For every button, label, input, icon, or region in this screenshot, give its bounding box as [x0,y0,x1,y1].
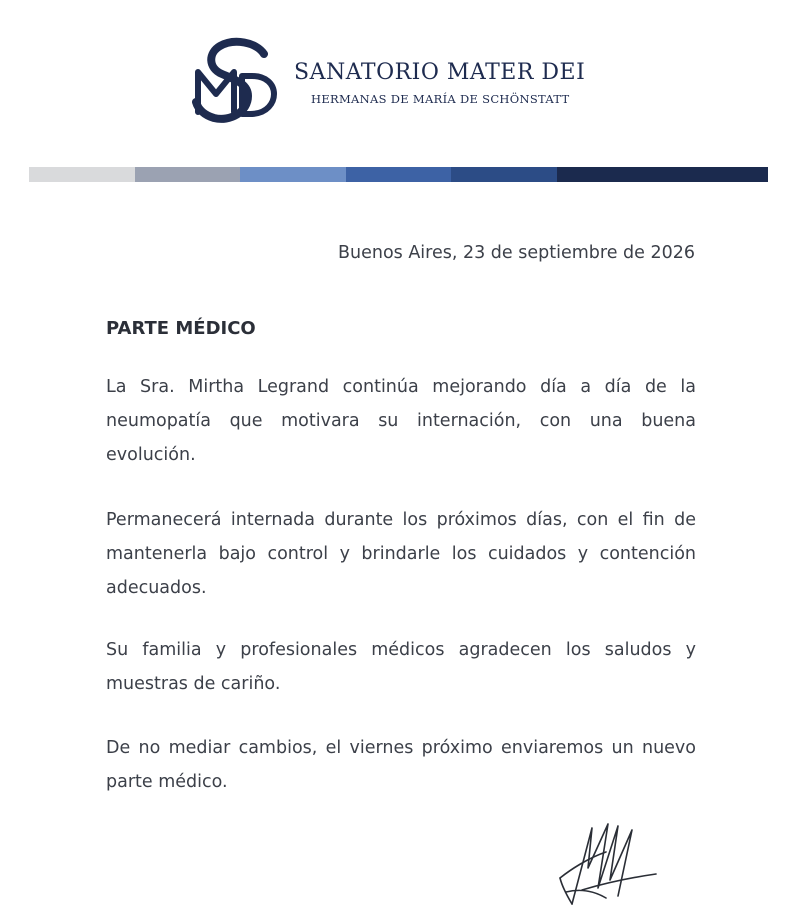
color-bar-segment-6 [557,167,663,182]
color-bar-segment-1 [29,167,135,182]
document-heading: PARTE MÉDICO [106,318,256,339]
msd-monogram-icon [186,36,280,130]
color-bar-segment-7 [662,167,768,182]
color-bar-segment-2 [135,167,241,182]
organization-subtitle: HERMANAS DE MARÍA DE SCHÖNSTATT [311,92,570,106]
color-bar-segment-4 [346,167,452,182]
paragraph-1: La Sra. Mirtha Legrand continúa mejorando día a día de la neumopatía que motivara su internación, con una buena evolución. [106,377,696,465]
document-date: Buenos Aires, 23 de septiembre de 2026 [337,243,695,263]
paragraph-3: Su familia y profesionales médicos agradecen los saludos y muestras de cariño. [106,640,696,694]
paragraph-2: Permanecerá internada durante los próximos días, con el fin de mantenerla bajo control y brindarle los cuidados y contención adecuados. [106,510,696,598]
color-bar-segment-5 [451,167,557,182]
handwritten-signature-icon [552,818,664,906]
color-bar-divider [29,167,768,182]
color-bar-segment-3 [240,167,346,182]
organization-name: SANATORIO MATER DEI [294,60,586,85]
paragraph-4: De no mediar cambios, el viernes próximo enviaremos un nuevo parte médico. [106,738,696,792]
